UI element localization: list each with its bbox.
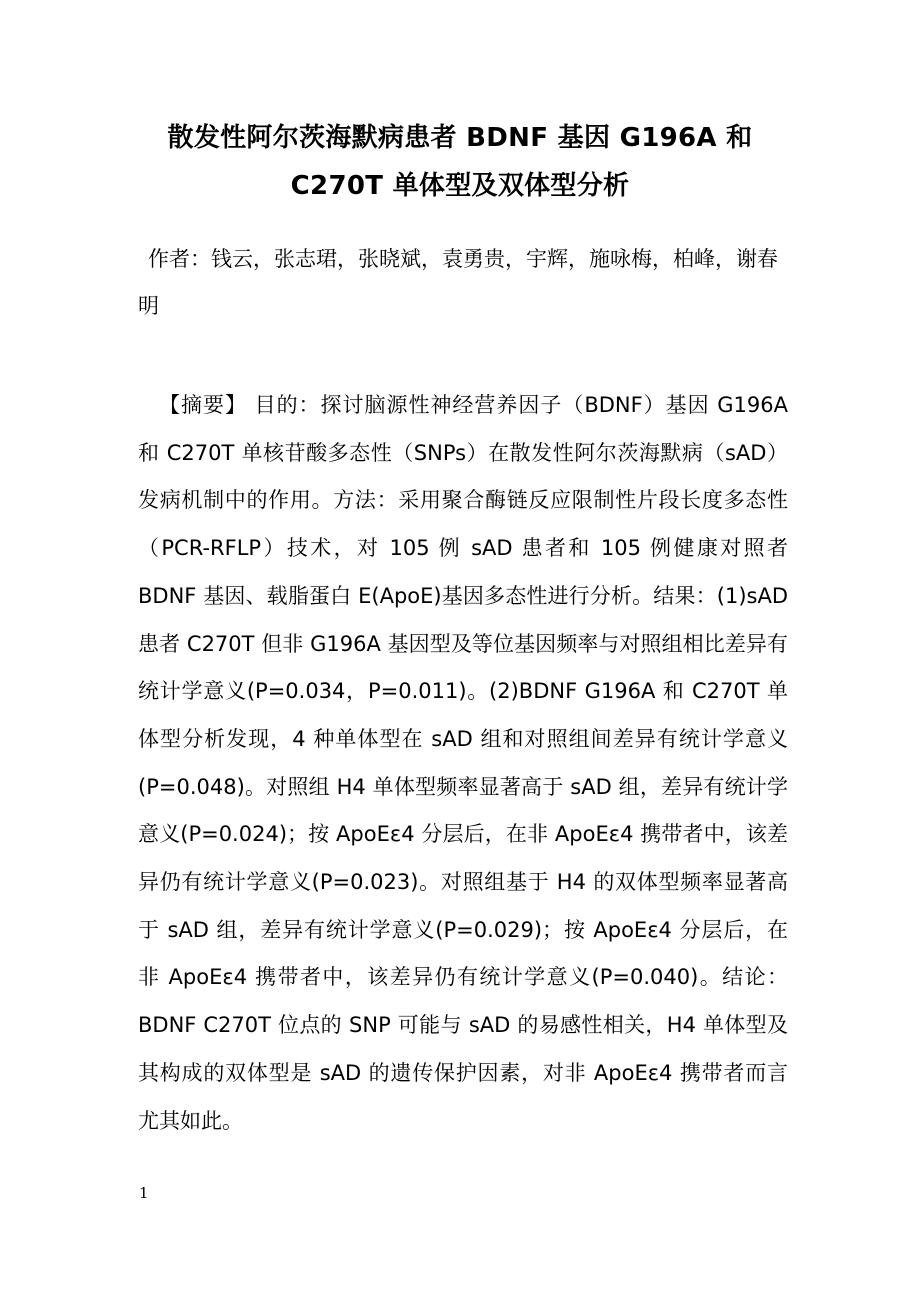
abstract-paragraph: 【摘要】 目的：探讨脑源性神经营养因子（BDNF）基因 G196A 和 C270T 单核苷酸多态性（SNPs）在散发性阿尔茨海默病（sAD）发病机制中的作用。方法：采用聚合酶链反应限制性片段长度多态性（PCR-RFLP）技术，对 105 例 sAD 患者和 105 例健康对照者 BDNF 基因、载脂蛋白 E(ApoE)基因多态性进行分析。结果：(1)sAD 患者 C270T 但非 G196A 基因型及等位基因频率与对照组相比差异有统计学意义(P=0.034，P=0.011)。(2)BDNF G196A 和 C270T 单体型分析发现，4 种单体型在 sAD 组和对照组间差异有统计学意义(P=0.048)。对照组 H4 单体型频率显著高于 sAD 组，差异有统计学意义(P=0.024)；按 ApoEε4 分层后，在非 ApoEε4 携带者中，该差异仍有统计学意义(P=0.023)。对照组基于 H4 的双体型频率显著高于 sAD 组，差异有统计学意义(P=0.029)；按 ApoEε4 分层后，在非 ApoEε4 携带者中，该差异仍有统计学意义(P=0.040)。结论：BDNF C270T 位点的 SNP 可能与 sAD 的易感性相关，H4 单体型及其构成的双体型是 sAD 的遗传保护因素，对非 ApoEε4 携带者而言尤其如此。 xyxy=(138,393,788,1133)
authors-line: 作者：钱云，张志珺，张晓斌，袁勇贵，宇辉，施咏梅，柏峰，谢春明 xyxy=(138,247,778,318)
page-number: 1 xyxy=(139,1184,149,1202)
page-title-line-1: 散发性阿尔茨海默病患者 BDNF 基因 G196A 和 xyxy=(167,123,753,153)
page-title-line-2: C270T 单体型及双体型分析 xyxy=(290,171,630,201)
